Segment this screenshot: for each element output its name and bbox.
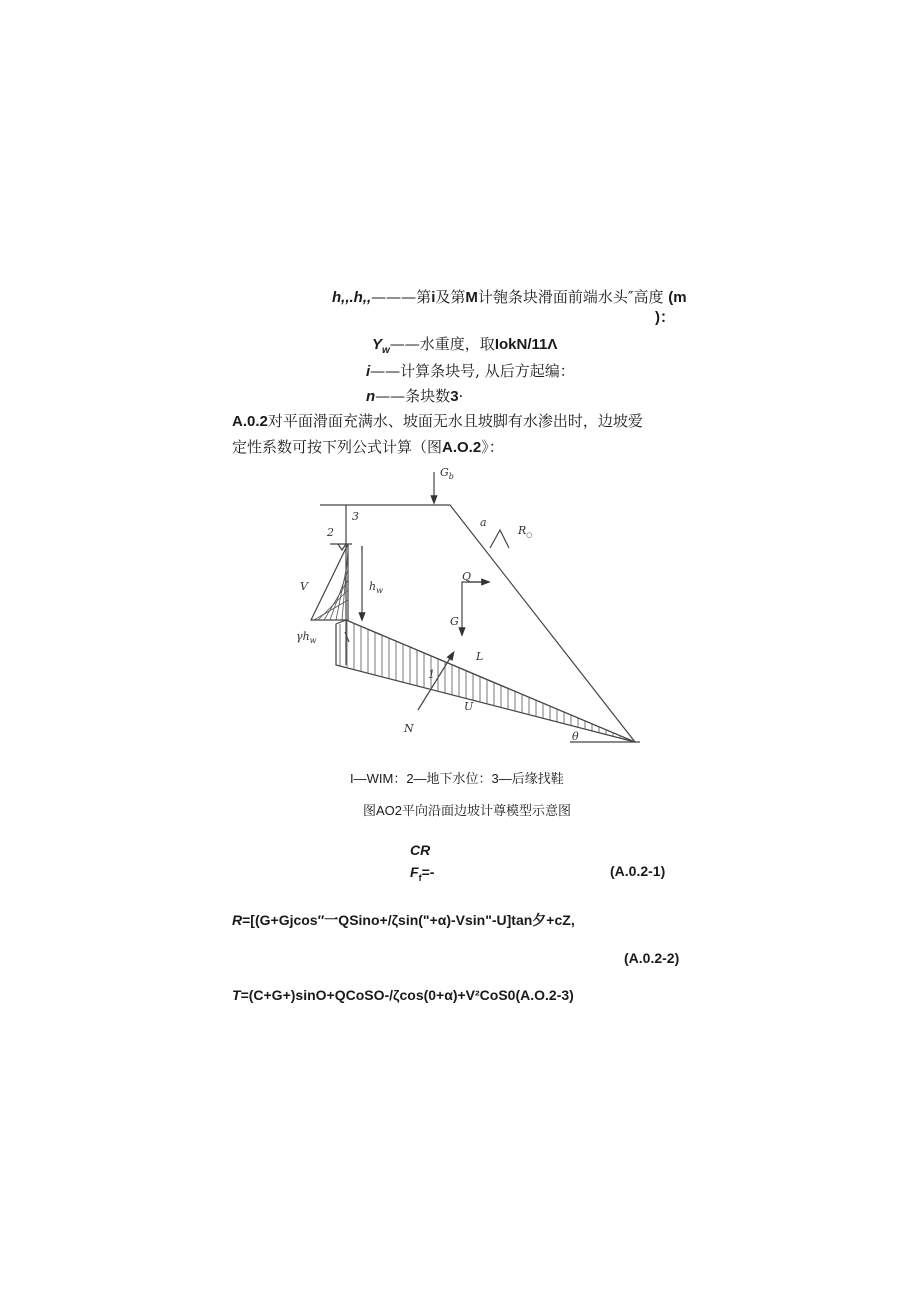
label-g: G: [450, 615, 459, 628]
label-3: 3: [352, 510, 359, 523]
label-theta: θ: [572, 730, 579, 743]
label-r: $R_○$: [518, 524, 533, 539]
label-q: Q: [462, 570, 472, 583]
definition-unit-continuation: )：: [655, 309, 675, 326]
equation-r: R=[(G+Gjcos″一QSino+/ζsin("+α)-Vsin"-U]tan夕+cZ,: [232, 912, 575, 928]
equation-number-1: (A.0.2-1): [610, 863, 666, 879]
label-1: 1: [428, 668, 435, 681]
label-l: L: [476, 650, 484, 663]
label-2: 2: [327, 526, 334, 539]
equation-fs: $F_f=-$: [410, 864, 435, 883]
figure-legend: I—WIM：2—地下水位：3—后缘找鞋: [350, 771, 564, 786]
definition-head-height: h,,.h,,———第i及第M计匏条块滑面前端水头″高度 (m: [332, 288, 687, 306]
definition-block-number: i——计算条块号, 从后方起编：: [366, 362, 575, 380]
label-hw: $h_w$: [369, 580, 383, 595]
figure-caption: 图AO2平向沿面边坡计尊模型示意图: [363, 803, 572, 818]
definition-water-weight: $Y_w——$水重度，取IokN/11Λ: [372, 335, 558, 356]
uplift-pressure-triangle: [336, 620, 635, 742]
clause-number: A.0.2: [232, 413, 268, 430]
clause-line-2: 定性系数可按下列公式计算（图A.O.2》：: [232, 438, 504, 456]
equation-number-2: (A.0.2-2): [624, 950, 680, 966]
definition-block-count: n——条块数3·: [366, 387, 464, 405]
equation-t: T=(C+G+)sinO+QCoSO-/ζcos(0+α)+V²CoS0(A.O.2-3): [232, 987, 574, 1003]
symbol-h: h,,.h,,: [332, 289, 372, 306]
clause-line-1: A.0.2对平面滑面充满水、坡面无水且坡脚有水渗出时，边坡爱: [232, 412, 643, 430]
label-a: a: [480, 516, 487, 529]
label-u: U: [464, 700, 474, 713]
slope-model-figure: [0, 460, 920, 760]
label-yw-hw: $\gamma h_w$: [296, 630, 317, 645]
label-n: N: [404, 722, 414, 735]
slope-block-outline: [320, 505, 635, 742]
label-gb: $G_b$: [440, 466, 454, 481]
equation-cr: CR: [410, 842, 431, 858]
unit-m: (m: [668, 289, 687, 306]
label-v: V: [300, 580, 308, 593]
